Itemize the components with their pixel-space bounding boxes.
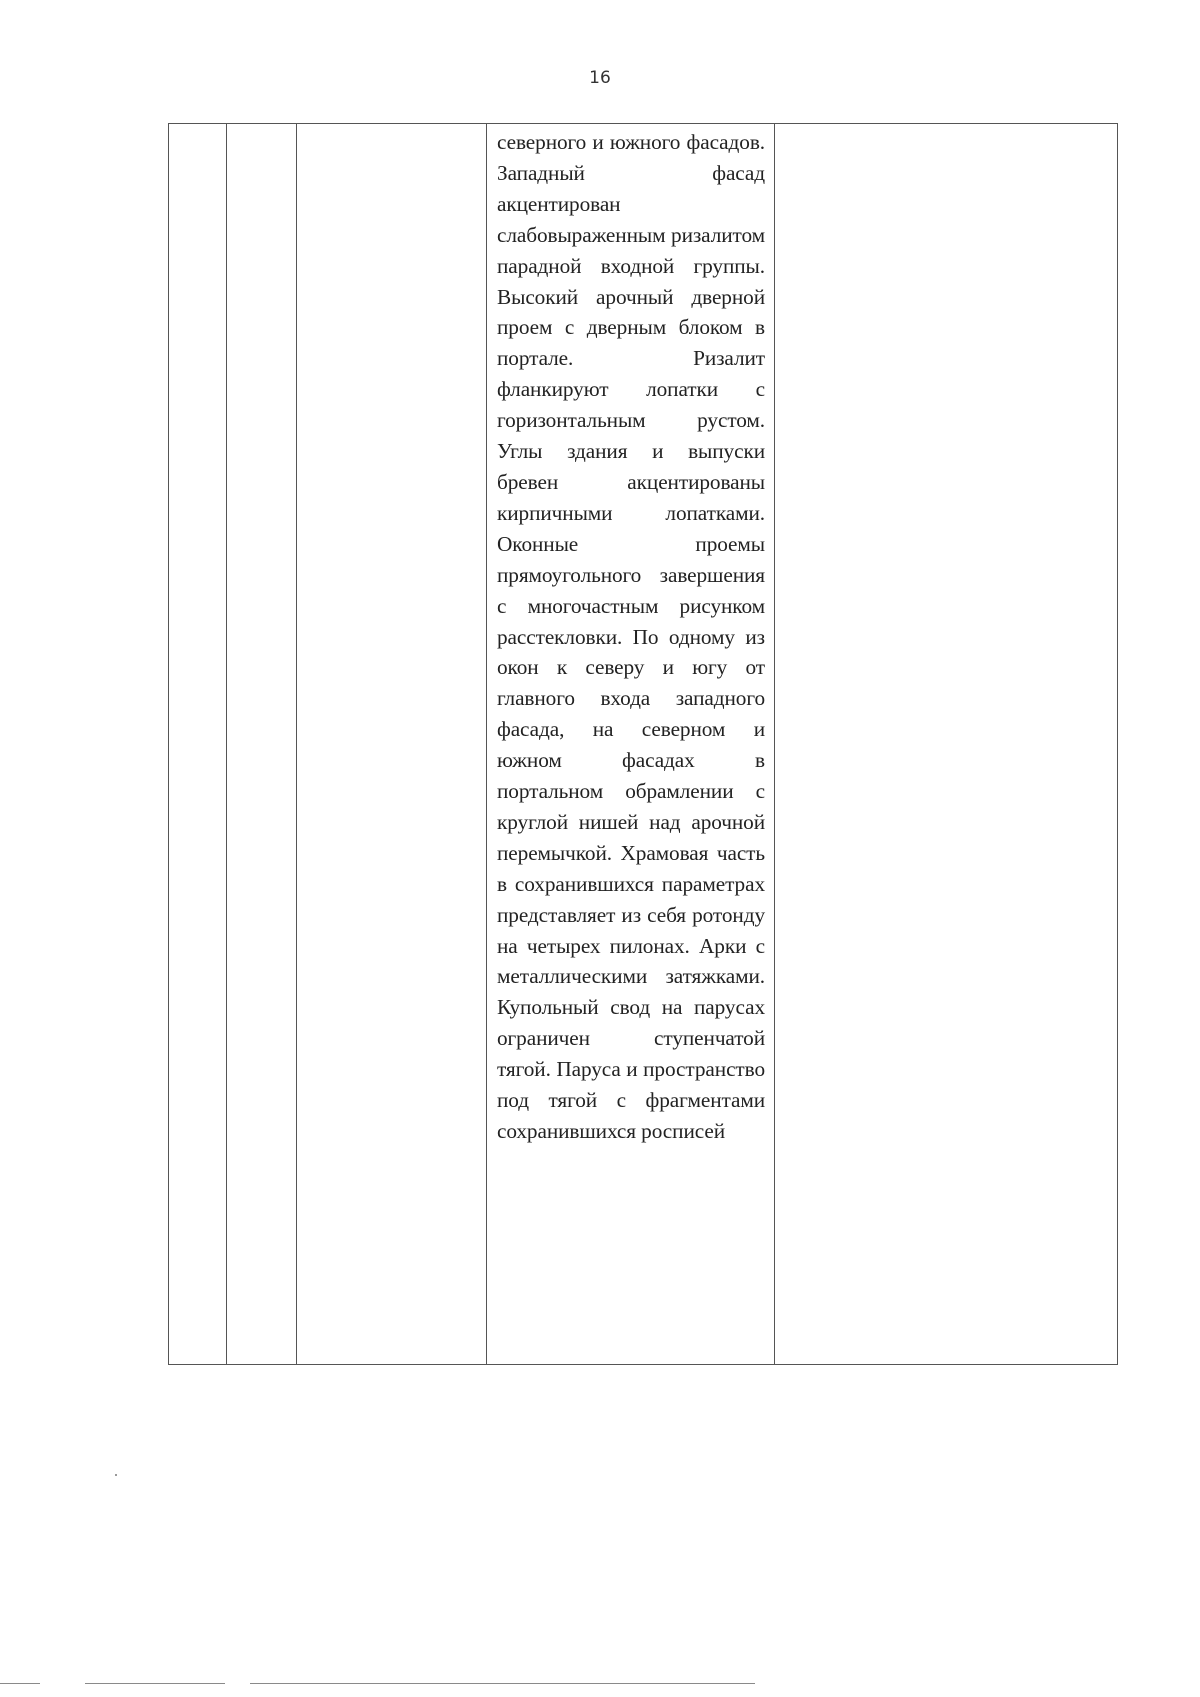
page-number: 16 xyxy=(589,68,611,88)
table-cell-col5 xyxy=(775,124,1117,1364)
table-cell-col1 xyxy=(169,124,227,1364)
table-cell-description xyxy=(487,124,775,1364)
scan-speck xyxy=(115,1474,117,1476)
document-table xyxy=(168,123,1118,1365)
description-text: северного и южного фасадов. Западный фасад акцентирован слабовыраженным ризалитом парадной входной группы. Высокий арочный дверной проем с дверным блоком в портале. Ризалит фланкируют лопатки с горизонтальным рустом. Углы здания и выпуски бревен акцентированы кирпичными лопатками. Оконные проемы прямоугольного завершения с многочастным рисунком расстекловки. По одному из окон к северу и югу от главного входа западного фасада, на северном и южном фасадах в портальном обрамлении с круглой нишей над арочной перемычкой. Храмовая часть в сохранившихся параметрах представляет из себя ротонду на четырех пилонах. Арки с металлическими затяжками. Купольный свод на парусах ограничен ступенчатой тягой. Паруса и пространство под тягой с фрагментами сохранившихся росписей xyxy=(497,130,765,1143)
scan-artifact-line xyxy=(85,1683,225,1684)
scan-artifact-line xyxy=(250,1683,755,1684)
scan-artifact-line xyxy=(0,1683,40,1684)
table-cell-col3 xyxy=(297,124,487,1364)
table-cell-col2 xyxy=(227,124,297,1364)
